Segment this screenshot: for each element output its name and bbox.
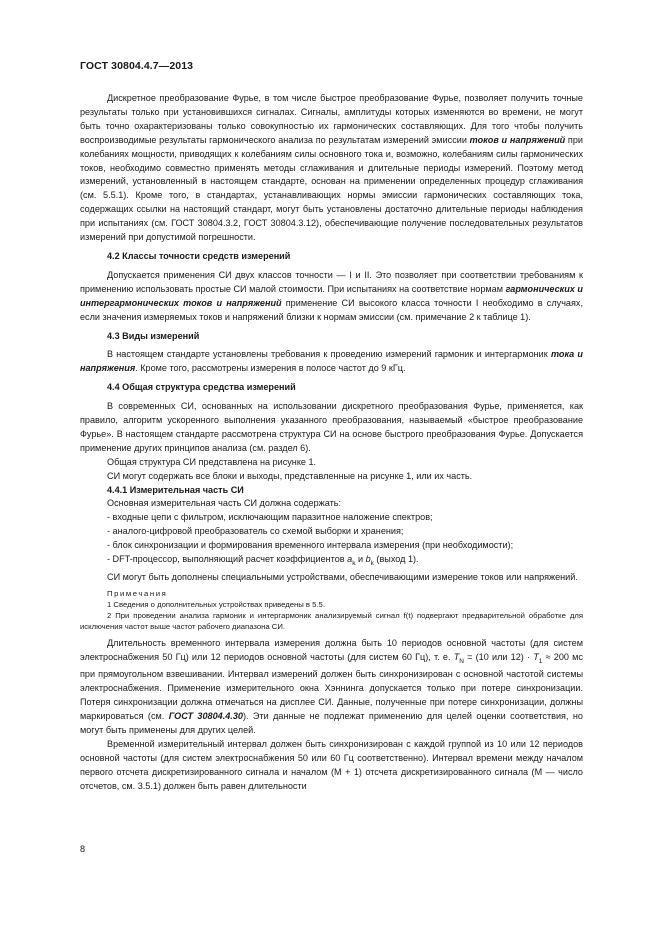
paragraph-synchronization: Временной измерительный интервал должен быть синхронизирован с каждой группой из 10 или 12 периодов основной частоты (для систем электроснабжения 50 или 60 Гц соответственно). Интервал времени между началом первого отсчета дискретизированного сигнала и началом (M + 1) отсчета дискретизированного сигнала (M — число отсчетов, см. 3.5.1) должен быть равен длительности <box>80 738 583 791</box>
page-number: 8 <box>80 844 86 854</box>
list-item: - аналого-цифровой преобразователь со схемой выборки и хранения; <box>107 526 404 537</box>
paragraph-blocks: СИ могут содержать все блоки и выходы, представленные на рисунке 1, или их часть. <box>107 470 473 481</box>
paragraph-accuracy-classes: Допускается применения СИ двух классов точности — I и II. Это позволяет при соответствии требованиям к применению использовать простые СИ малой стоимости. При испытаниях на соответствие нормам гармонических и интергармонических токов и напряжений применение СИ высокого класса точности I необходимо в случаях, если значения измеряемых токов и напряжений близки к нормам эмиссии (см. примечание 2 к таблице 1). <box>80 269 583 322</box>
section-heading-4-4: 4.4 Общая структура средства измерений <box>107 382 296 393</box>
paragraph-figure-ref: Общая структура СИ представлена на рисунке 1. <box>107 456 317 467</box>
subsection-heading-4-4-1: 4.4.1 Измерительная часть СИ <box>107 484 244 495</box>
paragraph-additional-devices: СИ могут быть дополнены специальными устройствами, обеспечивающими измерение токов или напряжений. <box>107 571 578 582</box>
paragraph-main-part: Основная измерительная часть СИ должна содержать: <box>107 498 342 509</box>
notes-block <box>80 588 583 632</box>
document-header: ГОСТ 30804.4.7—2013 <box>80 60 194 72</box>
section-heading-4-3: 4.3 Виды измерений <box>107 330 200 341</box>
section-heading-4-2: 4.2 Классы точности средств измерений <box>107 250 291 261</box>
note-item: 1 Сведения о дополнительных устройствах приведены в 5.5. <box>107 599 325 609</box>
note-item: 2 При проведении анализа гармоник и интергармоник анализируемый сигнал f(t) подвергают предварительной обработке для исключения частот выше частот рабочего диапазона СИ. <box>80 610 583 631</box>
list-item: - входные цепи с фильтром, исключающим паразитное наложение спектров; <box>107 512 433 523</box>
paragraph-interval-duration: Длительность временного интервала измерения должна быть 10 периодов основной частоты (для систем электроснабжения 50 Гц) или 12 периодов основной частоты (для систем 60 Гц), т. е. $T_N = (10$ или $12) \cdot T_1 \approx 200$ мс при прямоугольном взвешивании. Интервал измерений должен быть синхронизирован с основной частотой системы электроснабжения. Применение измерительного окна Хэннинга допускается только при потере синхронизации. Потеря синхронизации должна отмечаться на дисплее СИ. Данные, полученные при потере синхронизации, должны маркироваться (см. ГОСТ 30804.4.30). Эти данные не подлежат применению для целей оценки соответствия, но могут быть применены для других целей. <box>80 637 583 735</box>
document-body <box>80 92 583 794</box>
paragraph-measurement-types: В настоящем стандарте установлены требования к проведению измерений гармоник и интергармоник тока и напряжения. Кроме того, рассмотрены измерения в полосе частот до 9 кГц. <box>80 349 583 374</box>
list-item: - блок синхронизации и формирования временного интервала измерения (при необходимости); <box>107 540 514 551</box>
notes-heading: Примечания <box>107 588 168 598</box>
list-item: - DFT-процессор, выполняющий расчет коэффициентов $a_k$ и $b_k$ (выход 1). <box>107 554 419 567</box>
paragraph-dft-intro: Дискретное преобразование Фурье, в том числе быстрое преобразование Фурье, позволяет получить точные результаты только при установившихся сигналах. Сигналы, амплитуды которых изменяются во времени, не могут быть точно охарактеризованы только совокупностью их гармонических составляющих. Для того чтобы получить воспроизводимые результаты гармонического анализа по результатам измерений эмиссии токов и напряжений при колебаниях мощности, приводящих к колебаниям силы основного тока и, возможно, колебаниям силы гармонических токов, необходимо совместно применять методы сглаживания и длительные периоды измерений. Поэтому метод измерений, установленный в настоящем стандарте, основан на применении определенных процедур сглаживания (см. 5.5.1). Кроме того, в стандартах, устанавливающих нормы эмиссии гармонических составляющих тока, содержащих ссылки на настоящий стандарт, могут быть установлены достаточно длительные периоды наблюдения при испытаниях (см. ГОСТ 30804.3.2, ГОСТ 30804.3.12), обеспечивающие получение последовательных результатов измерений при допустимой погрешности. <box>80 93 583 243</box>
paragraph-structure: В современных СИ, основанных на использовании дискретного преобразования Фурье, применяется, как правило, алгоритм ускоренного выполнения указанного преобразования, называемый «быстрое преобразование Фурье». В настоящем стандарте рассмотрена структура СИ на основе быстрого преобразования Фурье. Допускается применение других принципов анализа (см. раздел 6). <box>80 401 583 453</box>
